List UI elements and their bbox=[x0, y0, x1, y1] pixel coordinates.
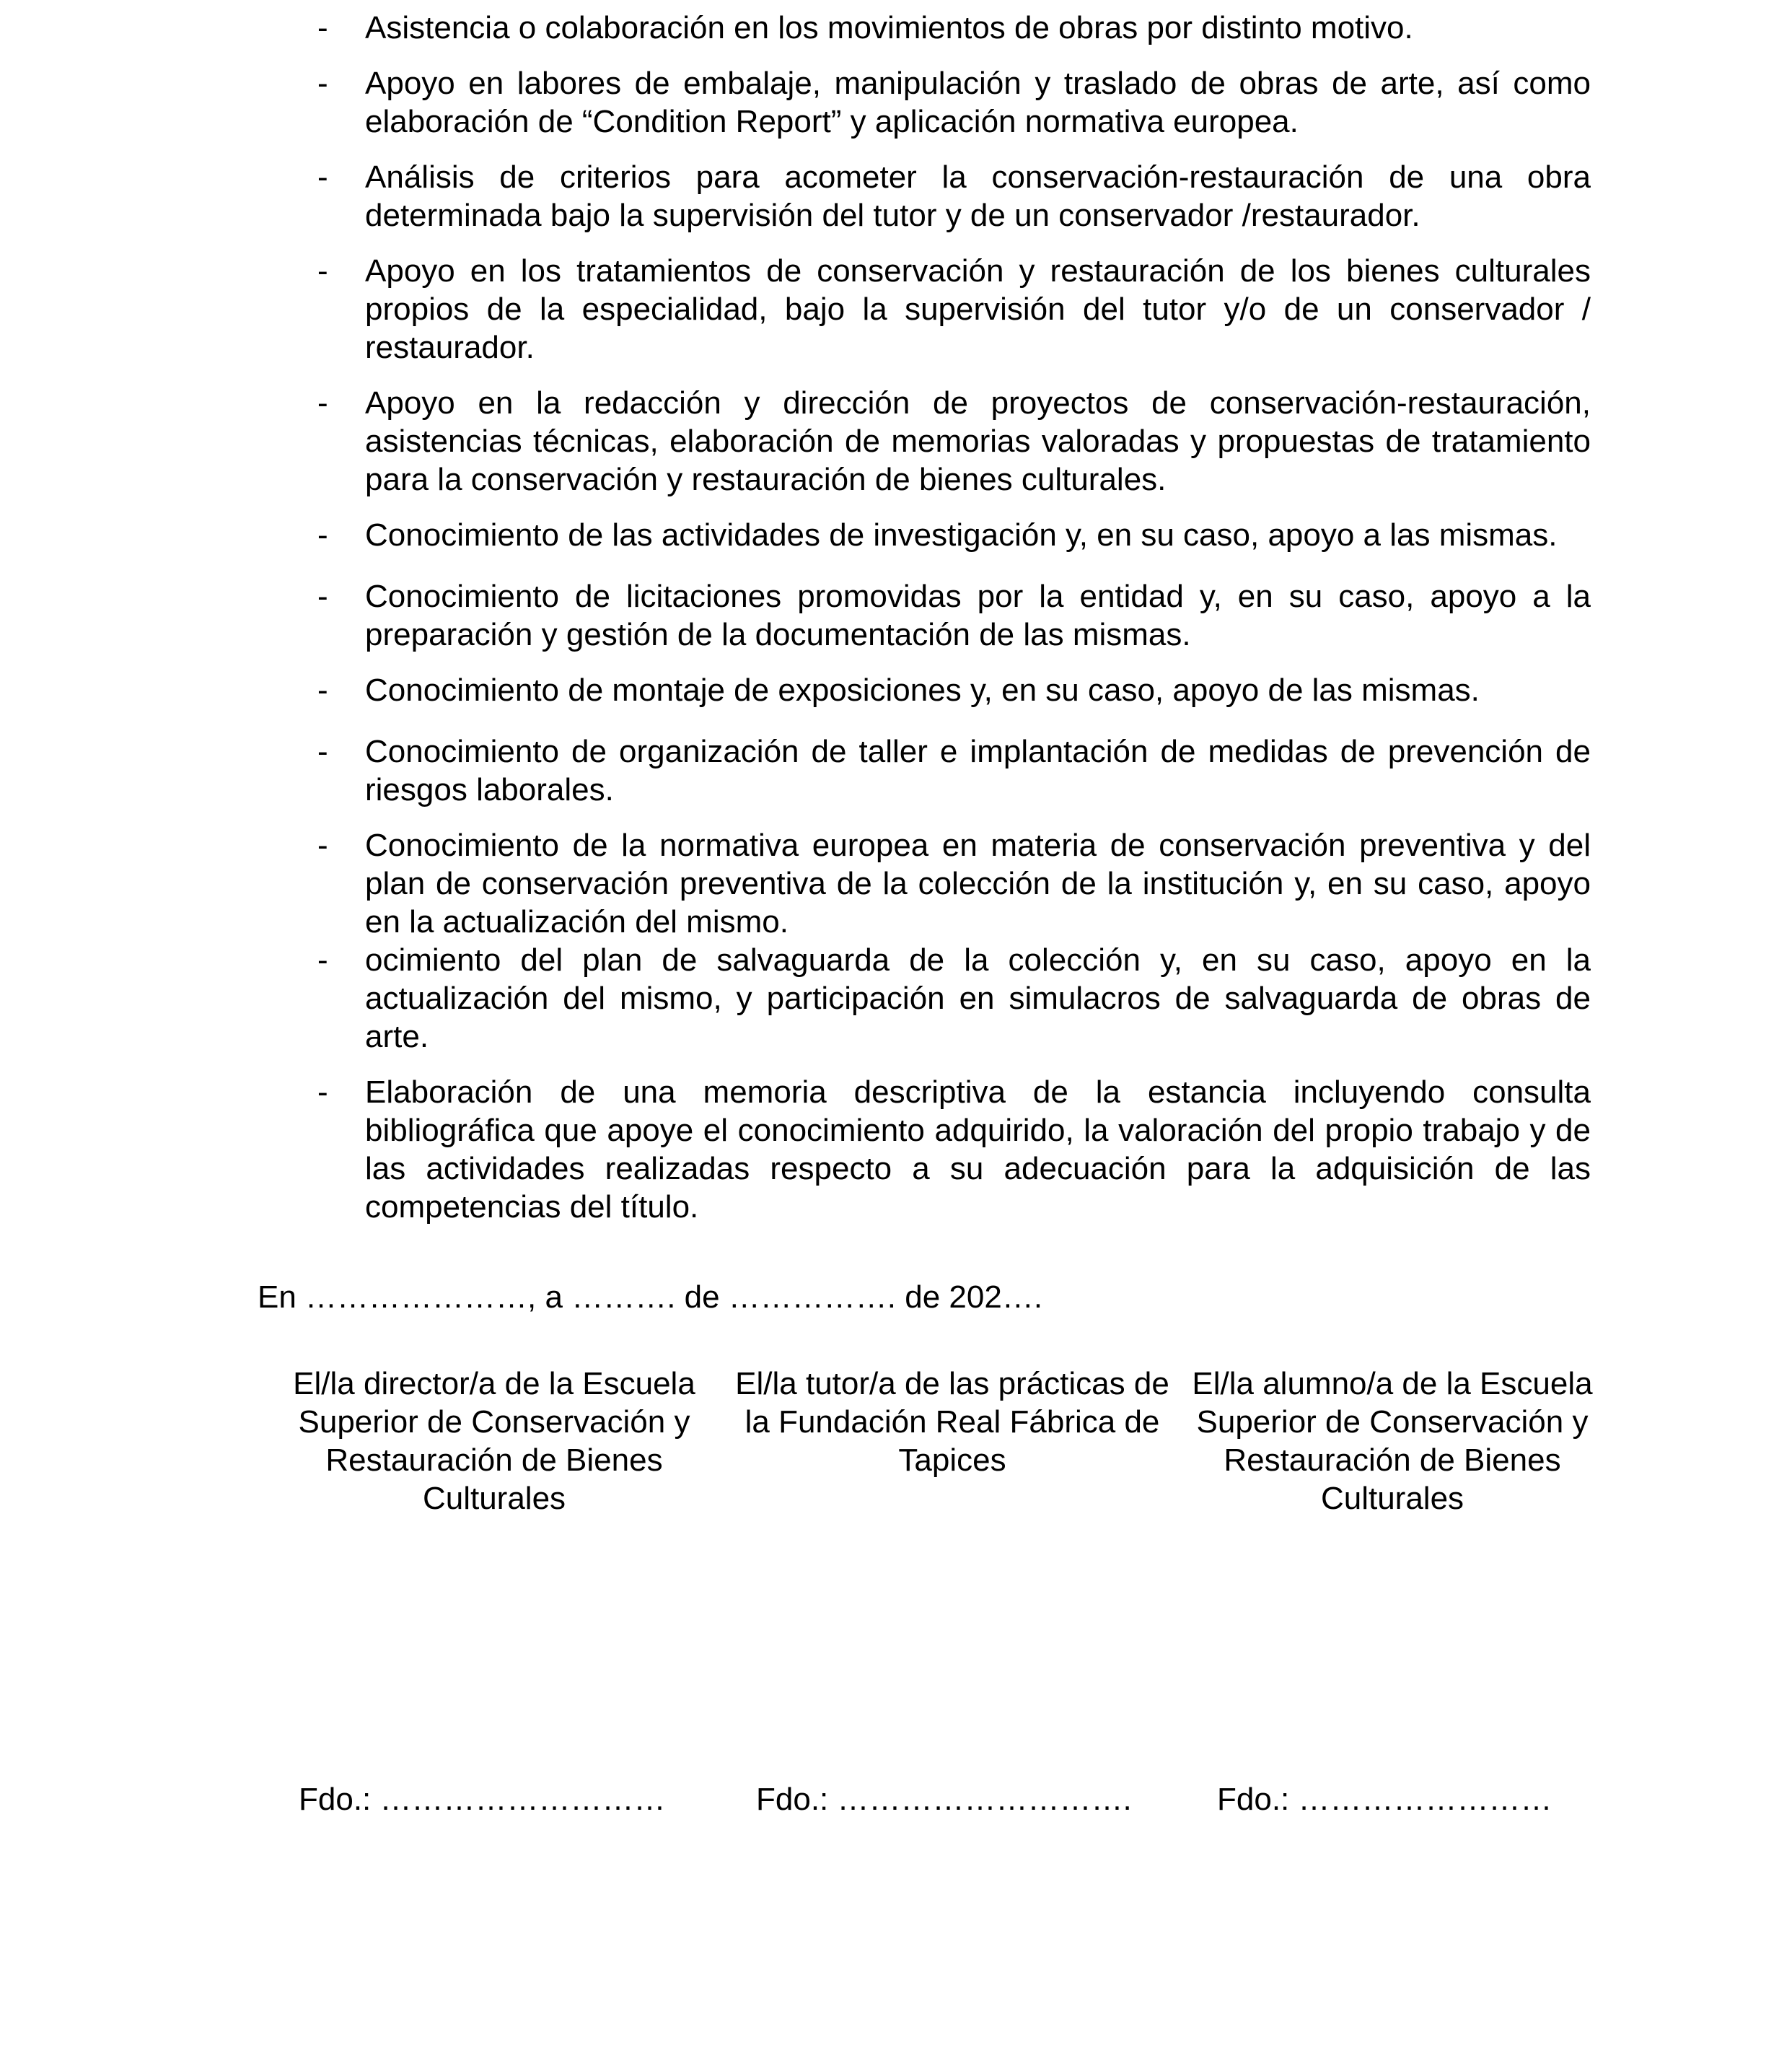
list-item bbox=[317, 384, 1591, 499]
signature-alumno-line: Fdo.: …………………… bbox=[1217, 1782, 1552, 1817]
bullet-dash: - bbox=[317, 66, 328, 101]
activity-text: Conocimiento de las actividades de investigación y, en su caso, apoyo a las mismas. bbox=[365, 517, 1558, 553]
bullet-dash: - bbox=[317, 734, 328, 769]
signature-tutor-title: El/la tutor/a de las prácticas de la Fundación Real Fábrica de Tapices bbox=[735, 1366, 1169, 1478]
activity-text: Conocimiento de licitaciones promovidas por la entidad y, en su caso, apoyo a la preparación y gestión de la documentación de las mismas. bbox=[365, 579, 1591, 652]
list-item bbox=[317, 9, 1591, 47]
activity-text: Apoyo en los tratamientos de conservación y restauración de los bienes culturales propios de la especialidad, bajo la supervisión del tutor y/o de un conservador / restaurador. bbox=[365, 253, 1591, 365]
bullet-dash: - bbox=[317, 579, 328, 614]
signature-director-title: El/la director/a de la Escuela Superior de Conservación y Restauración de Bienes Culturales bbox=[293, 1366, 695, 1516]
activity-text: Apoyo en la redacción y dirección de proyectos de conservación-restauración, asistencias técnicas, elaboración de memorias valoradas y propuestas de tratamiento para la conservación y restauración de bienes culturales. bbox=[365, 385, 1591, 497]
bullet-dash: - bbox=[317, 10, 328, 45]
signature-director-line: Fdo.: ……………………… bbox=[299, 1782, 666, 1817]
activity-text: Conocimiento de organización de taller e implantación de medidas de prevención de riesgos laborales. bbox=[365, 734, 1591, 807]
activity-text: Conocimiento de montaje de exposiciones y, en su caso, apoyo de las mismas. bbox=[365, 673, 1480, 708]
list-item bbox=[317, 158, 1591, 235]
bullet-dash: - bbox=[317, 385, 328, 421]
list-item bbox=[317, 252, 1591, 367]
bullet-dash: - bbox=[317, 517, 328, 553]
date-line: En …………………, a ………. de ……………. de 202…. bbox=[258, 1279, 1043, 1315]
bullet-dash: - bbox=[317, 1074, 328, 1110]
activity-text: Asistencia o colaboración en los movimientos de obras por distinto motivo. bbox=[365, 10, 1413, 45]
activities-list bbox=[317, 9, 1591, 1243]
list-item bbox=[317, 1073, 1591, 1226]
list-item bbox=[317, 826, 1591, 941]
activity-text: ocimiento del plan de salvaguarda de la colección y, en su caso, apoyo en la actualización del mismo, y participación en simulacros de salvaguarda de obras de arte. bbox=[365, 942, 1591, 1054]
activity-text: Apoyo en labores de embalaje, manipulación y traslado de obras de arte, así como elaboración de “Condition Report” y aplicación normativa europea. bbox=[365, 66, 1591, 139]
activity-text: Análisis de criterios para acometer la conservación-restauración de una obra determinada bajo la supervisión del tutor y de un conservador /restaurador. bbox=[365, 159, 1591, 233]
activity-text: Conocimiento de la normativa europea en materia de conservación preventiva y del plan de conservación preventiva de la colección de la institución y, en su caso, apoyo en la actualización del mismo. bbox=[365, 828, 1591, 940]
signature-tutor-line: Fdo.: ………………………. bbox=[756, 1782, 1132, 1817]
activity-text: Elaboración de una memoria descriptiva de la estancia incluyendo consulta bibliográfica que apoye el conocimiento adquirido, la valoración del propio trabajo y de las actividades realizadas respecto a su adecuación para la adquisición de las competencias del título. bbox=[365, 1074, 1591, 1225]
bullet-dash: - bbox=[317, 253, 328, 289]
list-item bbox=[317, 732, 1591, 809]
bullet-dash: - bbox=[317, 828, 328, 863]
list-item bbox=[317, 516, 1591, 554]
list-item bbox=[317, 64, 1591, 141]
signature-alumno-title: El/la alumno/a de la Escuela Superior de Conservación y Restauración de Bienes Culturales bbox=[1192, 1366, 1593, 1516]
bullet-dash: - bbox=[317, 942, 328, 978]
list-item bbox=[317, 577, 1591, 654]
bullet-dash: - bbox=[317, 159, 328, 195]
bullet-dash: - bbox=[317, 673, 328, 708]
list-item bbox=[317, 671, 1591, 709]
list-item bbox=[317, 941, 1591, 1056]
